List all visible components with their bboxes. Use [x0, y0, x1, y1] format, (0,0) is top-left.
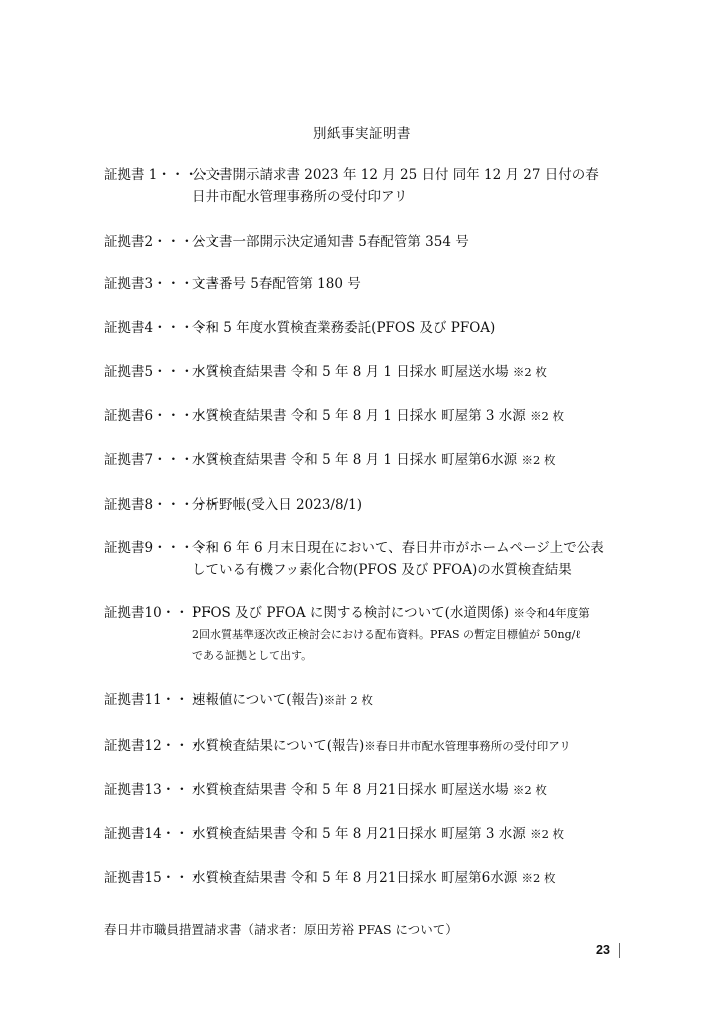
evidence-note: ※春日井市配水管理事務所の受付印アリ [364, 739, 571, 753]
evidence-label: 証拠書2・・・・・ [104, 234, 221, 250]
evidence-text [192, 867, 632, 889]
page-number-divider [619, 943, 620, 958]
evidence-text [192, 231, 632, 253]
evidence-line-text: 水質検査結果書 令和 5 年 8 月21日採水 町屋第 3 水源 [192, 826, 531, 842]
evidence-text [192, 405, 632, 427]
evidence-note: ※2 枚 [512, 365, 547, 379]
evidence-label: 証拠書11・・・・ [104, 692, 216, 708]
page-footer: 春日井市職員措置請求書（請求者：原田芳裕 PFAS について） [104, 922, 458, 937]
evidence-text [192, 537, 632, 581]
evidence-text [192, 735, 632, 757]
evidence-note: ※令和4年度第 [513, 606, 590, 620]
evidence-note: ※2 枚 [530, 409, 565, 423]
evidence-line [192, 823, 632, 845]
evidence-label: 証拠書10・・・・ [104, 605, 216, 621]
evidence-line-text: 水質検査結果について(報告) [192, 738, 365, 754]
evidence-line [192, 449, 632, 471]
evidence-line: 令和 5 年度水質検査業務委託(PFOS 及び PFOA) [192, 320, 496, 336]
evidence-text [192, 164, 632, 208]
evidence-line [192, 735, 632, 757]
evidence-label: 証拠書7・・・・・ [104, 452, 221, 468]
evidence-line-text: 水質検査結果書 令和 5 年 8 月 1 日採水 町屋第 3 水源 [192, 408, 531, 424]
evidence-text [192, 273, 632, 295]
evidence-line: 公文書一部開示決定通知書 5春配管第 354 号 [192, 234, 469, 250]
evidence-line [192, 779, 632, 801]
evidence-sub-line: である証拠として出す。 [192, 649, 313, 662]
evidence-line-text: 水質検査結果書 令和 5 年 8 月 1 日採水 町屋第6水源 [192, 452, 522, 468]
page-number: 23 [596, 943, 610, 957]
evidence-note: ※2 枚 [530, 827, 565, 841]
evidence-line [192, 867, 632, 889]
evidence-text [192, 361, 632, 383]
evidence-note: ※2 枚 [512, 783, 547, 797]
evidence-line-text: 水質検査結果書 令和 5 年 8 月21日採水 町屋送水場 [192, 782, 513, 798]
evidence-line-text: PFOS 及び PFOA に関する検討について(水道関係) [192, 605, 514, 621]
evidence-line: 分析野帳(受入日 2023/8/1) [192, 497, 362, 513]
evidence-label: 証拠書3・・・・・ [104, 276, 221, 292]
evidence-text [192, 317, 632, 339]
evidence-label: 証拠書4・・・・・ [104, 320, 221, 336]
evidence-label: 証拠書15・・・・ [104, 870, 216, 886]
evidence-sub-line: 2回水質基準逐次改正検討会における配布資料。PFAS の暫定目標値が 50ng/ℓ [192, 628, 581, 641]
evidence-text [192, 602, 632, 666]
evidence-note: ※2 枚 [521, 871, 556, 885]
evidence-line-text: 速報値について(報告) [192, 692, 324, 708]
evidence-line [192, 405, 632, 427]
evidence-line [192, 689, 632, 711]
evidence-label: 証拠書6・・・・・ [104, 408, 221, 424]
evidence-label: 証拠書12・・・・ [104, 738, 216, 754]
evidence-line [192, 361, 632, 383]
evidence-line: している有機フッ素化合物(PFOS 及び PFOA)の水質検査結果 [192, 562, 572, 578]
evidence-label: 証拠書5・・・・・ [104, 364, 221, 380]
evidence-line-text: 水質検査結果書 令和 5 年 8 月 1 日採水 町屋送水場 [192, 364, 513, 380]
evidence-line: 日井市配水管理事務所の受付印アリ [192, 189, 408, 205]
evidence-line: 文書番号 5春配管第 180 号 [192, 276, 361, 292]
evidence-text [192, 449, 632, 471]
evidence-label: 証拠書 1・・・・・ [104, 167, 225, 183]
evidence-label: 証拠書8・・・・・ [104, 497, 221, 513]
evidence-note: ※計 2 枚 [323, 693, 373, 707]
evidence-label: 証拠書14・・・・ [104, 826, 216, 842]
evidence-label: 証拠書13・・・・ [104, 782, 216, 798]
evidence-note: ※2 枚 [521, 453, 556, 467]
evidence-line [192, 602, 632, 624]
evidence-label: 証拠書9・・・・・ [104, 540, 221, 556]
evidence-text [192, 823, 632, 845]
evidence-text [192, 494, 632, 516]
evidence-line: 公文書開示請求書 2023 年 12 月 25 日付 同年 12 月 27 日付の春 [192, 167, 599, 183]
evidence-line: 令和 6 年 6 月末日現在において、春日井市がホームページ上で公表 [192, 540, 604, 556]
evidence-line-text: 水質検査結果書 令和 5 年 8 月21日採水 町屋第6水源 [192, 870, 522, 886]
evidence-text [192, 779, 632, 801]
evidence-text [192, 689, 632, 711]
document-title: 別紙事実証明書 [313, 126, 411, 142]
